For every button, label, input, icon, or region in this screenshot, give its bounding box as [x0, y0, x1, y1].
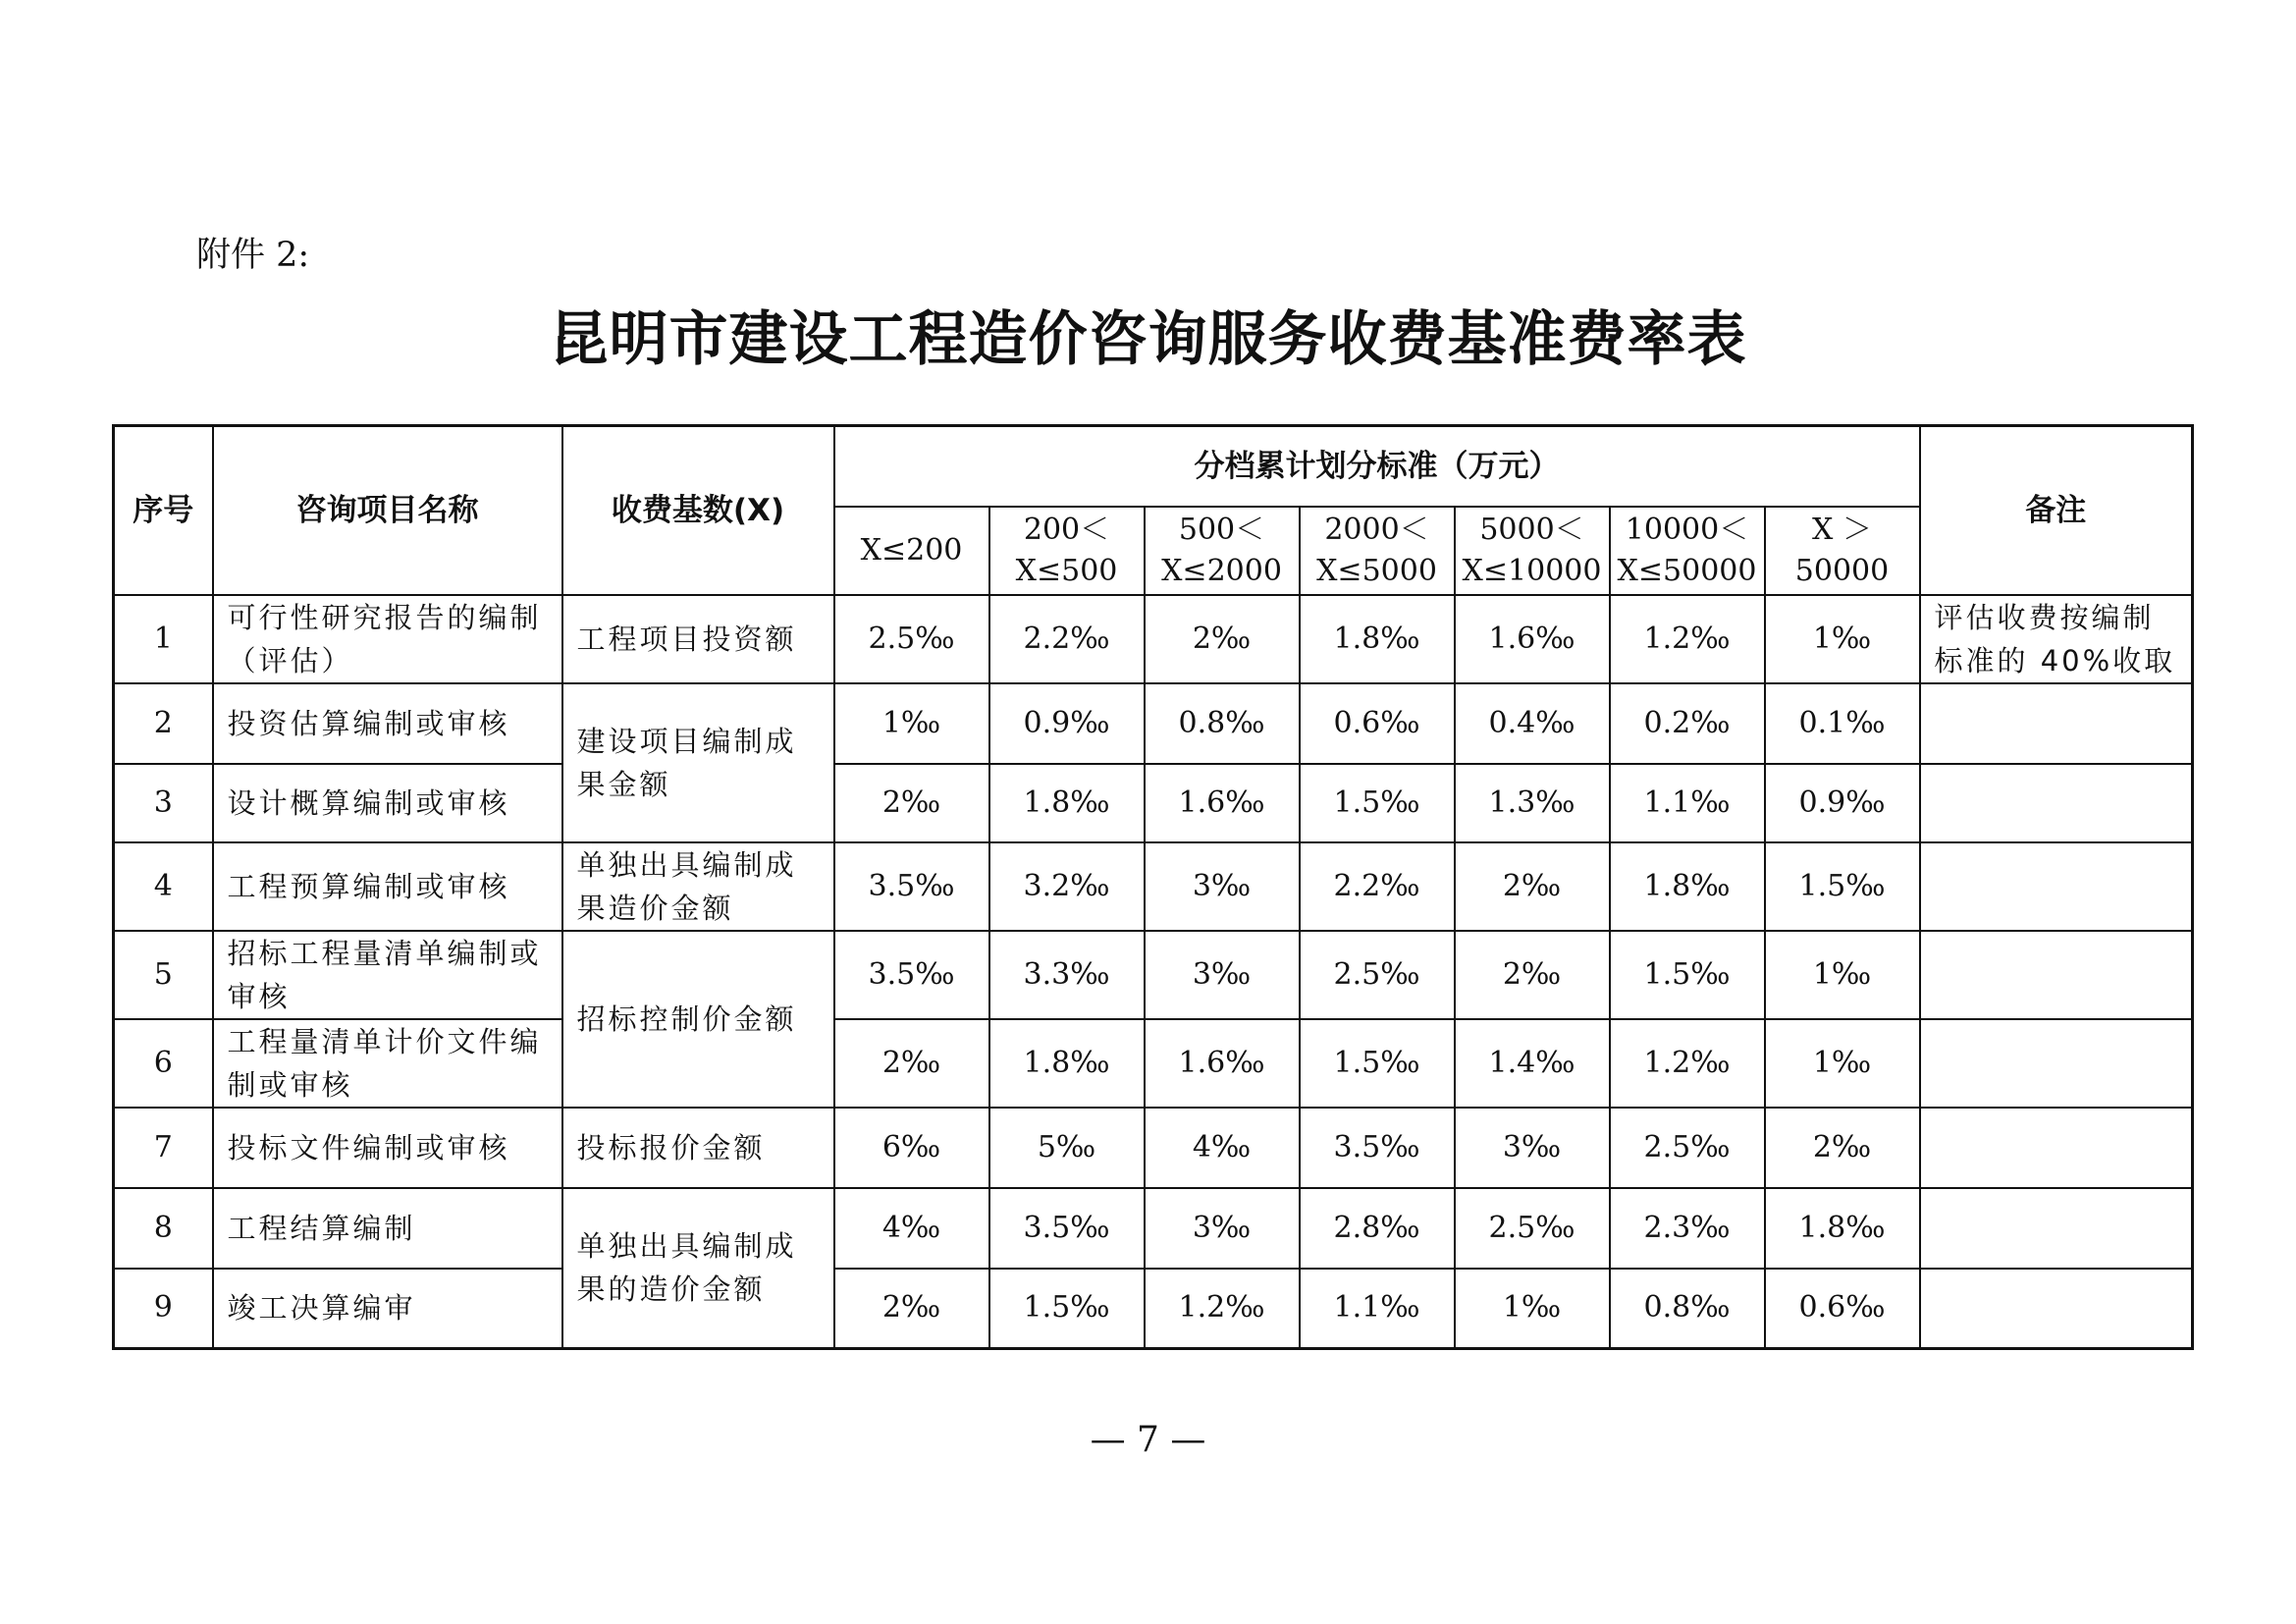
- rate-cell: 1.2‰: [1610, 595, 1765, 683]
- rate-cell: 1‰: [1765, 931, 1920, 1019]
- rate-cell: 1.8‰: [1610, 842, 1765, 931]
- rate-cell: 2.5‰: [834, 595, 989, 683]
- rate-cell: 1‰: [1765, 595, 1920, 683]
- rate-cell: 0.4‰: [1455, 683, 1610, 764]
- rate-cell: 3.5‰: [834, 842, 989, 931]
- tier-7-line1: X ＞: [1812, 512, 1872, 547]
- rate-cell: 0.9‰: [989, 683, 1145, 764]
- rate-cell: 2.2‰: [1300, 842, 1455, 931]
- tier-7-line2: 50000: [1794, 553, 1890, 588]
- rate-cell: 3‰: [1145, 931, 1300, 1019]
- row-seq: 4: [114, 842, 213, 931]
- rate-cell: 1.5‰: [989, 1269, 1145, 1349]
- header-tier-6: [1610, 507, 1765, 595]
- rate-cell: 3‰: [1145, 1188, 1300, 1269]
- rate-cell: 4‰: [1145, 1108, 1300, 1188]
- rate-cell: 0.6‰: [1300, 683, 1455, 764]
- table-row: [114, 1269, 2193, 1349]
- table-row: [114, 764, 2193, 842]
- tier-5-line2: X≤10000: [1462, 553, 1602, 588]
- header-tier-4: [1300, 507, 1455, 595]
- rate-cell: 1.8‰: [989, 764, 1145, 842]
- tier-4-line1: 2000＜: [1324, 512, 1429, 547]
- rate-cell: 6‰: [834, 1108, 989, 1188]
- table-row: [114, 683, 2193, 764]
- row-name: 竣工决算编审: [213, 1269, 562, 1349]
- page-number: — 7 —: [1090, 1420, 1206, 1460]
- rate-cell: 1.2‰: [1145, 1269, 1300, 1349]
- rate-cell: 3.3‰: [989, 931, 1145, 1019]
- row-seq: 6: [114, 1019, 213, 1108]
- rate-cell: 1.6‰: [1455, 595, 1610, 683]
- row-base: 投标报价金额: [562, 1108, 834, 1188]
- header-tier-group: 分档累计划分标准（万元）: [834, 426, 1920, 507]
- rate-cell: 5‰: [989, 1108, 1145, 1188]
- rate-cell: 1.5‰: [1610, 931, 1765, 1019]
- table-row: [114, 595, 2193, 683]
- rate-cell: 0.6‰: [1765, 1269, 1920, 1349]
- rate-cell: 1.5‰: [1300, 764, 1455, 842]
- rate-cell: 2.2‰: [989, 595, 1145, 683]
- row-seq: 9: [114, 1269, 213, 1349]
- rate-cell: 1.5‰: [1300, 1019, 1455, 1108]
- header-base: 收费基数(X): [562, 426, 834, 595]
- rate-cell: 2‰: [834, 764, 989, 842]
- header-tier-2: [989, 507, 1145, 595]
- header-tier-5: [1455, 507, 1610, 595]
- row-name: 可行性研究报告的编制（评估）: [213, 595, 562, 683]
- rate-cell: 2‰: [1455, 931, 1610, 1019]
- rate-cell: 1.8‰: [1765, 1188, 1920, 1269]
- table-row: [114, 1019, 2193, 1108]
- row-base: 工程项目投资额: [562, 595, 834, 683]
- row-name: 工程结算编制: [213, 1188, 562, 1269]
- rate-cell: 2.5‰: [1610, 1108, 1765, 1188]
- tier-2-line2: X≤500: [1015, 553, 1118, 588]
- rate-cell: 2‰: [834, 1269, 989, 1349]
- rate-cell: 2‰: [834, 1019, 989, 1108]
- row-seq: 3: [114, 764, 213, 842]
- rate-cell: 3‰: [1455, 1108, 1610, 1188]
- tier-6-line1: 10000＜: [1625, 512, 1749, 547]
- tier-5-line1: 5000＜: [1479, 512, 1584, 547]
- row-name: 投资估算编制或审核: [213, 683, 562, 764]
- row-note: [1920, 931, 2193, 1019]
- attachment-label: 附件 2:: [196, 236, 310, 275]
- rate-cell: 3.5‰: [834, 931, 989, 1019]
- row-seq: 7: [114, 1108, 213, 1188]
- rate-cell: 1.5‰: [1765, 842, 1920, 931]
- rate-cell: 2.5‰: [1300, 931, 1455, 1019]
- header-seq: 序号: [114, 426, 213, 595]
- header-tier-1: [834, 507, 989, 595]
- rate-cell: 0.8‰: [1145, 683, 1300, 764]
- table-row: [114, 1108, 2193, 1188]
- row-name: 招标工程量清单编制或审核: [213, 931, 562, 1019]
- row-note: [1920, 1108, 2193, 1188]
- row-seq: 8: [114, 1188, 213, 1269]
- rate-cell: 2‰: [1765, 1108, 1920, 1188]
- row-base: 单独出具编制成果造价金额: [562, 842, 834, 931]
- row-name: 投标文件编制或审核: [213, 1108, 562, 1188]
- header-tier-3: [1145, 507, 1300, 595]
- table-row: [114, 1188, 2193, 1269]
- row-note: [1920, 1269, 2193, 1349]
- rate-cell: 3.5‰: [989, 1188, 1145, 1269]
- rate-cell: 3.2‰: [989, 842, 1145, 931]
- rate-cell: 0.2‰: [1610, 683, 1765, 764]
- row-name: 工程预算编制或审核: [213, 842, 562, 931]
- row-seq: 2: [114, 683, 213, 764]
- row-note: [1920, 683, 2193, 764]
- header-note: 备注: [1920, 426, 2193, 595]
- rate-cell: 1‰: [1455, 1269, 1610, 1349]
- tier-1-line1: X≤200: [860, 532, 963, 568]
- rate-cell: 3.5‰: [1300, 1108, 1455, 1188]
- rate-cell: 0.1‰: [1765, 683, 1920, 764]
- rate-cell: 3‰: [1145, 842, 1300, 931]
- tier-6-line2: X≤50000: [1617, 553, 1757, 588]
- rate-cell: 1.2‰: [1610, 1019, 1765, 1108]
- row-base: 单独出具编制成果的造价金额: [562, 1188, 834, 1349]
- rate-cell: 1.1‰: [1610, 764, 1765, 842]
- fee-rate-table: [112, 424, 2194, 1350]
- row-note: [1920, 764, 2193, 842]
- row-note: [1920, 842, 2193, 931]
- rate-cell: 1‰: [834, 683, 989, 764]
- row-note: 评估收费按编制标准的 40%收取: [1920, 595, 2193, 683]
- rate-cell: 1.3‰: [1455, 764, 1610, 842]
- rate-cell: 2.3‰: [1610, 1188, 1765, 1269]
- tier-3-line2: X≤2000: [1161, 553, 1282, 588]
- rate-cell: 1.8‰: [989, 1019, 1145, 1108]
- row-note: [1920, 1019, 2193, 1108]
- rate-cell: 1.8‰: [1300, 595, 1455, 683]
- rate-cell: 2.8‰: [1300, 1188, 1455, 1269]
- rate-cell: 2‰: [1455, 842, 1610, 931]
- rate-cell: 2.5‰: [1455, 1188, 1610, 1269]
- rate-cell: 0.8‰: [1610, 1269, 1765, 1349]
- rate-cell: 1.6‰: [1145, 764, 1300, 842]
- table-row: [114, 842, 2193, 931]
- header-tier-7: [1765, 507, 1920, 595]
- rate-cell: 4‰: [834, 1188, 989, 1269]
- rate-cell: 1.6‰: [1145, 1019, 1300, 1108]
- row-seq: 5: [114, 931, 213, 1019]
- rate-cell: 2‰: [1145, 595, 1300, 683]
- tier-2-line1: 200＜: [1023, 512, 1110, 547]
- row-name: 设计概算编制或审核: [213, 764, 562, 842]
- rate-cell: 1.4‰: [1455, 1019, 1610, 1108]
- rate-cell: 1‰: [1765, 1019, 1920, 1108]
- header-name: 咨询项目名称: [213, 426, 562, 595]
- row-name: 工程量清单计价文件编制或审核: [213, 1019, 562, 1108]
- tier-4-line2: X≤5000: [1316, 553, 1437, 588]
- rate-cell: 1.1‰: [1300, 1269, 1455, 1349]
- table-row: [114, 931, 2193, 1019]
- row-base: 招标控制价金额: [562, 931, 834, 1108]
- row-note: [1920, 1188, 2193, 1269]
- row-seq: 1: [114, 595, 213, 683]
- tier-3-line1: 500＜: [1178, 512, 1265, 547]
- row-base: 建设项目编制成果金额: [562, 683, 834, 842]
- rate-cell: 0.9‰: [1765, 764, 1920, 842]
- page-title: 昆明市建设工程造价咨询服务收费基准费率表: [549, 305, 1747, 374]
